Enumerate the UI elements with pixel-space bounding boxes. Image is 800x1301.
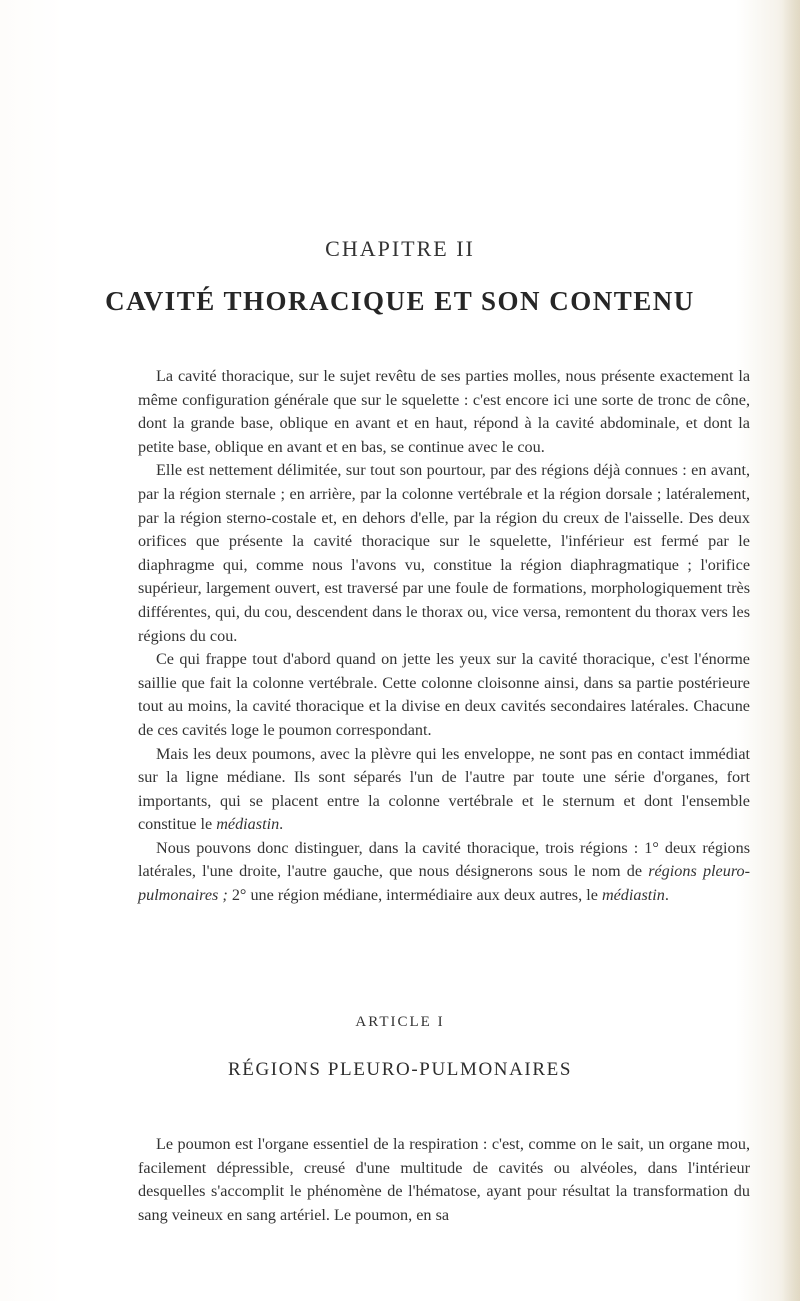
- term-regions-pleuro-pulmonaires: régions pleuro-pulmonaires ;: [138, 862, 750, 905]
- paragraph-5-end: .: [664, 886, 669, 905]
- term-mediastin: médiastin: [216, 815, 280, 834]
- paragraph-1: La cavité thoracique, sur le sujet revêtu de ses parties molles, nous présente exactement la même configuration générale que sur le squelette : c'est encore ici une sorte de tronc de cône, dont la grande base, oblique en avant et en haut, répond à la cavité abdominale, et dont la petite base, oblique en avant et en bas, se continue avec le cou.: [138, 367, 750, 456]
- page-edge-shadow: [782, 0, 800, 1301]
- paragraph-3: Ce qui frappe tout d'abord quand on jette les yeux sur la cavité thoracique, c'est l'énorme saillie que fait la colonne vertébrale. Cette colonne cloisonne ainsi, dans sa partie postérieure tout au moins, la cavité thoracique et la divise en deux cavités secondaires latérales. Chacune de ces cavités loge le poumon correspondant.: [138, 650, 750, 739]
- paragraph-4: [138, 743, 750, 837]
- section-body: [138, 1133, 750, 1227]
- paragraph-5: [138, 837, 750, 908]
- chapter-body: [138, 365, 750, 908]
- paragraph-6: Le poumon est l'organe essentiel de la respiration : c'est, comme on le sait, un organe mou, facilement dépressible, creusé d'une multitude de cavités ou alvéoles, dans l'intérieur desquelles s'accomplit le phénomène de l'hématose, ayant pour résultat la transformation du sang veineux en sang artériel. Le poumon, en sa: [138, 1135, 750, 1224]
- paragraph-4-end: .: [279, 815, 284, 834]
- paragraph-2: Elle est nettement délimitée, sur tout son pourtour, par des régions déjà connues : en avant, par la région sternale ; en arrière, par la colonne vertébrale et la région dorsale ; latéralement, par la région sterno-costale et, en dehors d'elle, par la région du creux de l'aisselle. Des deux orifices que présente la cavité thoracique sur le squelette, l'inférieur est fermé par le diaphragme qui, comme nous l'avons vu, constitue la région diaphragmatique ; l'orifice supérieur, largement ouvert, est traversé par une foule de formations, morphologiquement très différentes, qui, du cou, descendent dans le thorax ou, vice versa, remontent du thorax vers les régions du cou.: [138, 461, 750, 645]
- section-title: RÉGIONS PLEURO-PULMONAIRES: [227, 1059, 573, 1080]
- chapter-title: CAVITÉ THORACIQUE ET SON CONTENU: [105, 286, 695, 316]
- paragraph-5-start: Nous pouvons donc distinguer, dans la cavité thoracique, trois régions : 1° deux régions latérales, l'une droite, l'autre gauche, que nous désignerons sous le nom de: [138, 838, 750, 881]
- chapter-label: CHAPITRE II: [325, 236, 475, 261]
- article-label: ARTICLE I: [355, 1014, 445, 1030]
- paragraph-4-text: Mais les deux poumons, avec la plèvre qui les enveloppe, ne sont pas en contact immédiat sur la ligne médiane. Ils sont séparés l'un de l'autre par toute une série d'organes, fort importants, qui se placent entre la colonne vertébrale et le sternum et dont l'ensemble constitue le: [138, 744, 750, 834]
- paragraph-5-middle: 2° une région médiane, intermédiaire aux deux autres, le: [231, 886, 598, 905]
- term-mediastin-2: médiastin: [601, 886, 665, 905]
